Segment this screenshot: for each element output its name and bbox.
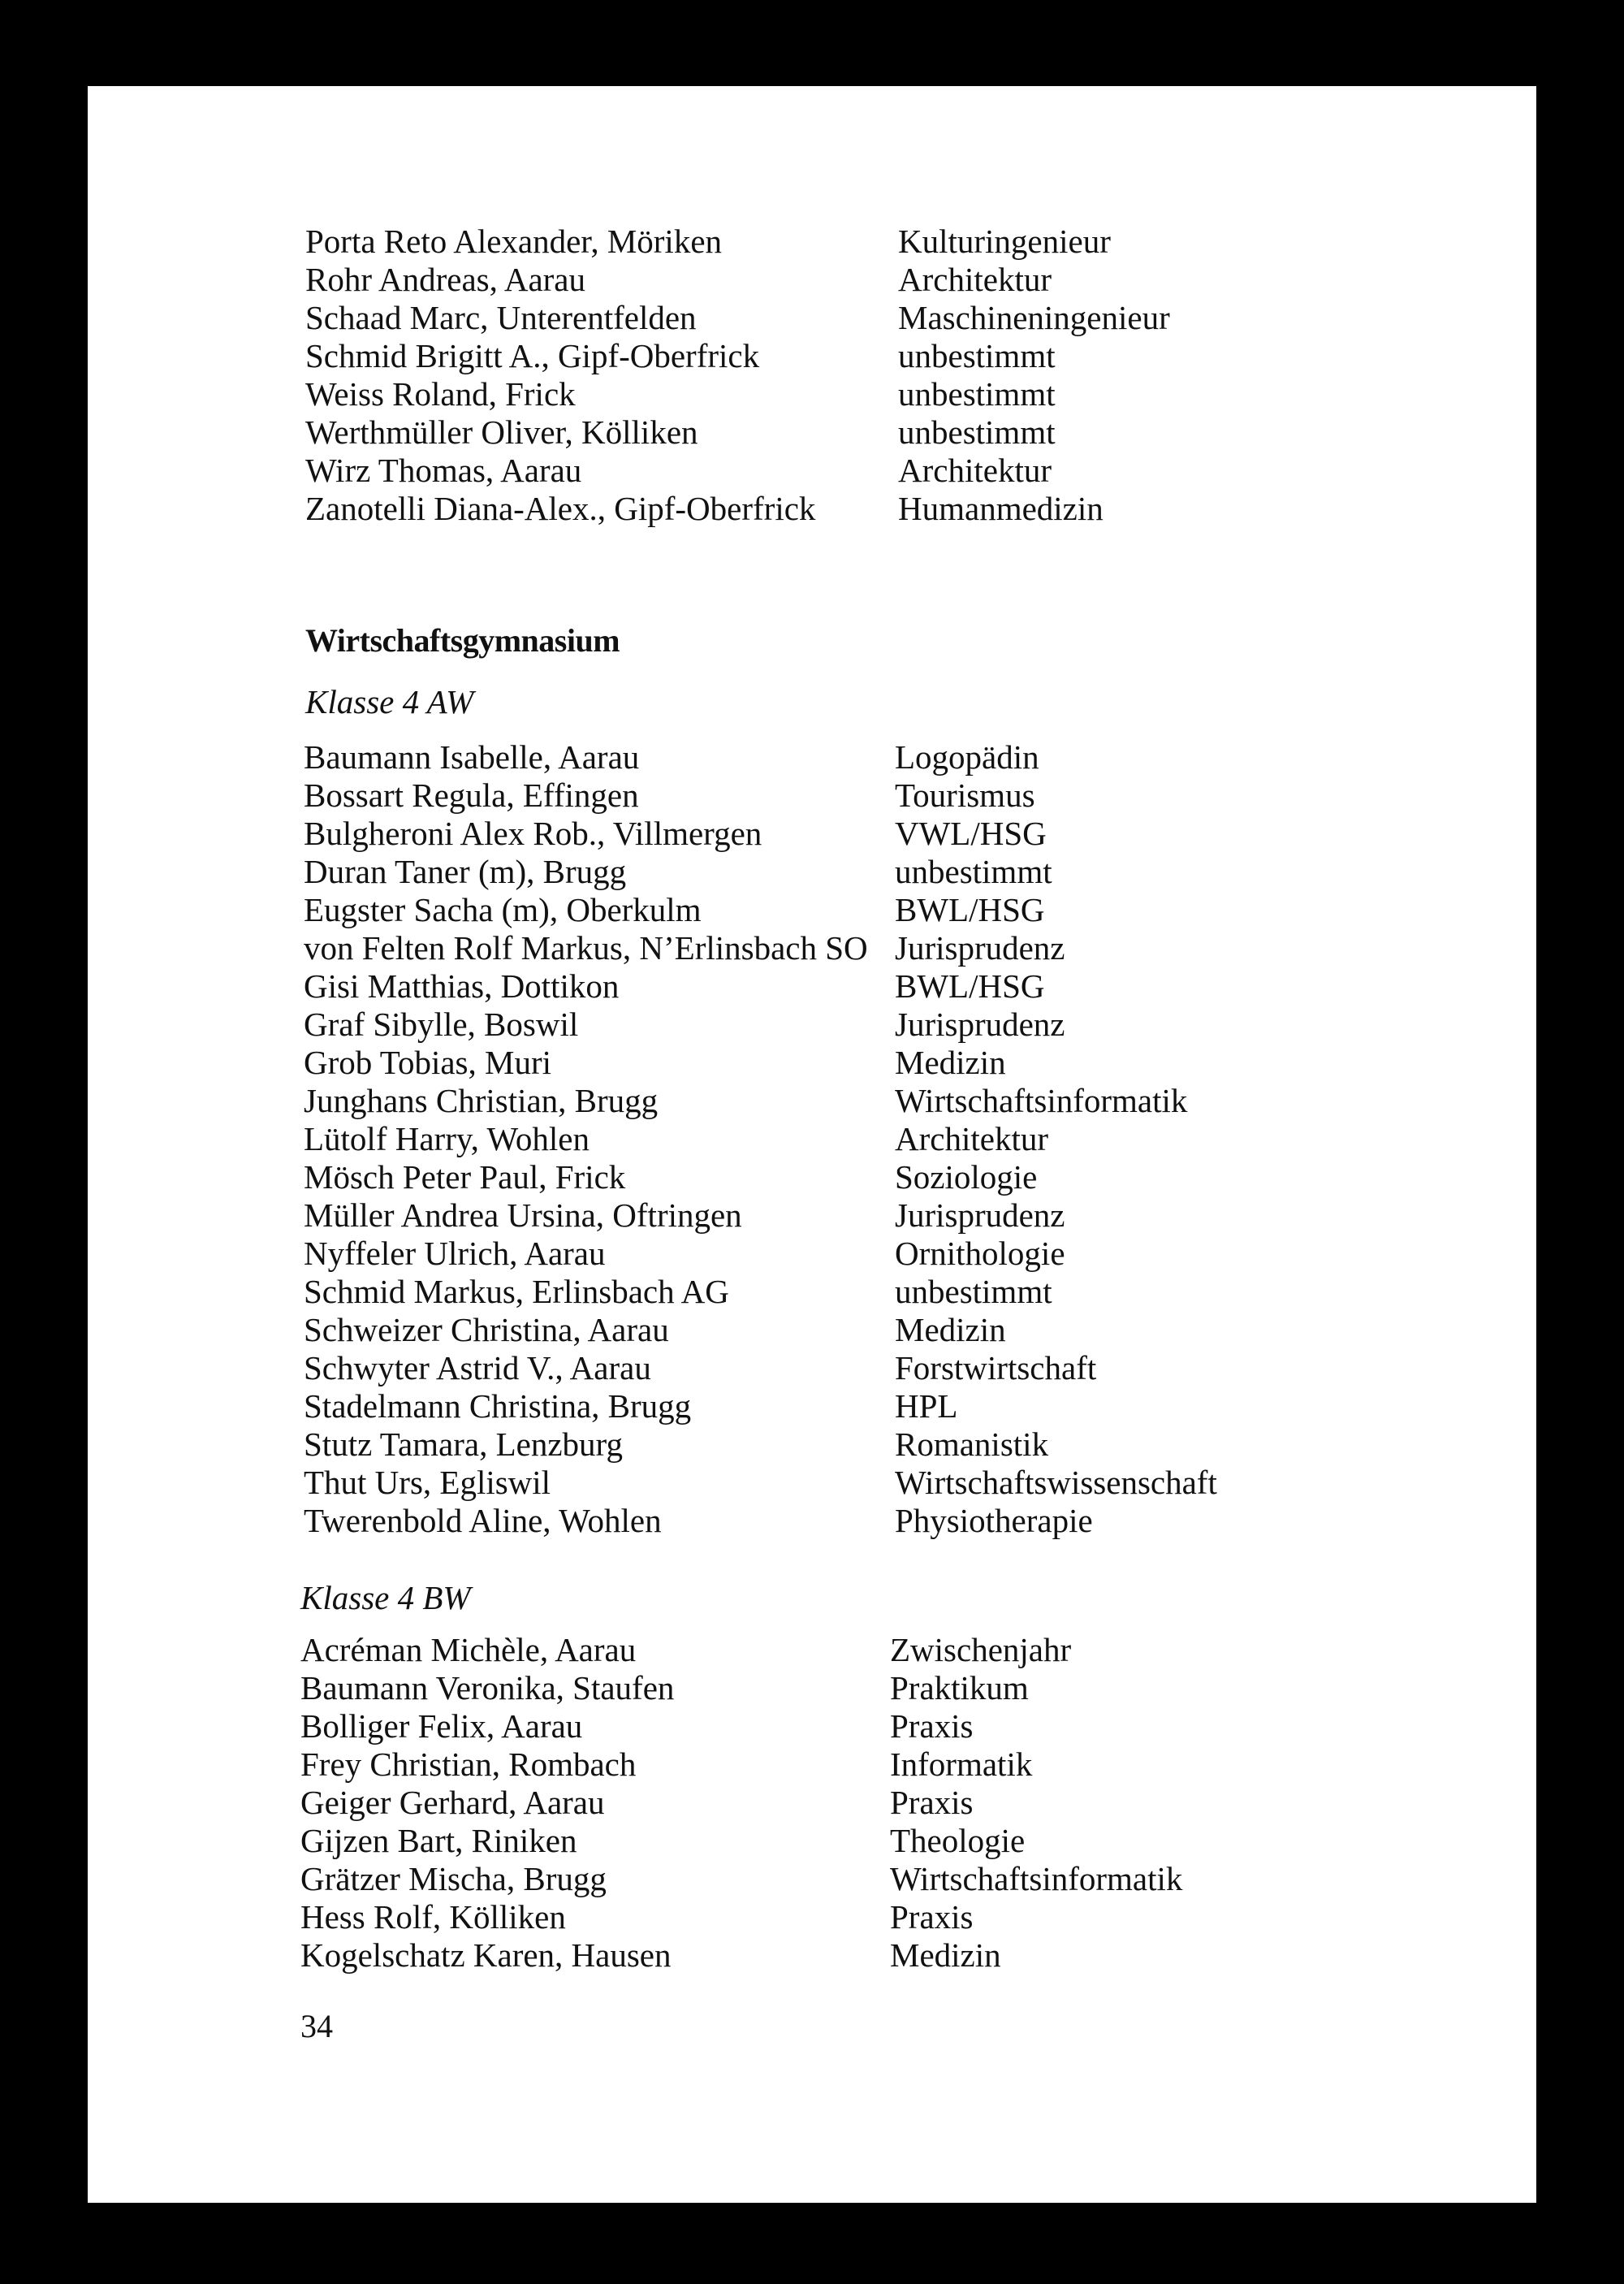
student-row	[304, 1196, 1536, 1235]
study-field: Wirtschaftsinformatik	[890, 1860, 1183, 1897]
student-row	[304, 1006, 1536, 1044]
student-row	[300, 1707, 1536, 1745]
student-list-continued	[305, 223, 1536, 528]
study-field: Wirtschaftswissenschaft	[895, 1464, 1217, 1501]
study-field: Jurisprudenz	[895, 929, 1065, 967]
student-name: Graf Sibylle, Boswil	[304, 1006, 579, 1043]
student-row	[304, 1425, 1536, 1464]
student-row	[300, 1936, 1536, 1975]
student-row	[304, 1044, 1536, 1082]
student-row	[304, 1120, 1536, 1158]
student-row	[304, 815, 1536, 853]
study-field: Praktikum	[890, 1669, 1029, 1707]
student-name: Schmid Markus, Erlinsbach AG	[304, 1273, 729, 1310]
study-field: Logopädin	[895, 738, 1039, 776]
student-row	[305, 452, 1536, 490]
student-row	[304, 1273, 1536, 1311]
study-field: Architektur	[898, 452, 1052, 489]
study-field: unbestimmt	[898, 413, 1056, 451]
student-row	[304, 1464, 1536, 1502]
student-name: Schwyter Astrid V., Aarau	[304, 1349, 651, 1386]
study-field: Ornithologie	[895, 1235, 1065, 1272]
student-row	[304, 1158, 1536, 1196]
study-field: Kulturingenieur	[898, 223, 1111, 260]
student-name: Schweizer Christina, Aarau	[304, 1311, 669, 1348]
study-field: Praxis	[890, 1707, 974, 1745]
student-row	[304, 1235, 1536, 1273]
student-name: Bolliger Felix, Aarau	[300, 1707, 583, 1745]
student-name: Zanotelli Diana-Alex., Gipf-Oberfrick	[305, 490, 816, 527]
student-row	[304, 776, 1536, 815]
student-row	[304, 929, 1536, 967]
study-field: BWL/HSG	[895, 967, 1045, 1005]
student-name: Grätzer Mischa, Brugg	[300, 1860, 607, 1897]
section-heading: Wirtschaftsgymnasium	[305, 622, 620, 659]
student-name: Nyffeler Ulrich, Aarau	[304, 1235, 606, 1272]
class-label-4aw: Klasse 4 AW	[305, 683, 474, 720]
student-row	[304, 853, 1536, 891]
student-row	[305, 375, 1536, 413]
student-row	[305, 413, 1536, 452]
student-name: von Felten Rolf Markus, N’Erlinsbach SO	[304, 929, 868, 967]
student-row	[305, 337, 1536, 375]
class-4bw-list	[300, 1631, 1536, 1975]
student-name: Werthmüller Oliver, Kölliken	[305, 413, 698, 451]
study-field: Tourismus	[895, 776, 1035, 814]
study-field: Praxis	[890, 1784, 974, 1821]
class-label-4bw: Klasse 4 BW	[300, 1579, 471, 1616]
student-row	[305, 299, 1536, 337]
student-row	[304, 1311, 1536, 1349]
student-name: Baumann Isabelle, Aarau	[304, 738, 640, 776]
student-name: Schaad Marc, Unterentfelden	[305, 299, 697, 336]
study-field: Soziologie	[895, 1158, 1038, 1196]
document-page	[88, 86, 1536, 2203]
study-field: Jurisprudenz	[895, 1006, 1065, 1043]
study-field: Maschineningenieur	[898, 299, 1170, 336]
student-name: Junghans Christian, Brugg	[304, 1082, 659, 1119]
student-row	[304, 967, 1536, 1006]
student-row	[304, 738, 1536, 776]
student-name: Baumann Veronika, Staufen	[300, 1669, 675, 1707]
student-name: Porta Reto Alexander, Möriken	[305, 223, 723, 260]
student-name: Twerenbold Aline, Wohlen	[304, 1502, 662, 1539]
student-name: Duran Taner (m), Brugg	[304, 853, 627, 890]
student-name: Hess Rolf, Kölliken	[300, 1898, 566, 1936]
student-name: Geiger Gerhard, Aarau	[300, 1784, 605, 1821]
study-field: Forstwirtschaft	[895, 1349, 1097, 1386]
student-row	[300, 1822, 1536, 1860]
student-name: Mösch Peter Paul, Frick	[304, 1158, 626, 1196]
student-row	[300, 1631, 1536, 1669]
student-row	[304, 1387, 1536, 1425]
student-row	[305, 261, 1536, 299]
student-name: Schmid Brigitt A., Gipf-Oberfrick	[305, 337, 760, 374]
study-field: Humanmedizin	[898, 490, 1104, 527]
student-name: Thut Urs, Egliswil	[304, 1464, 551, 1501]
study-field: HPL	[895, 1387, 958, 1425]
study-field: unbestimmt	[895, 1273, 1052, 1310]
student-name: Frey Christian, Rombach	[300, 1745, 637, 1783]
student-name: Gisi Matthias, Dottikon	[304, 967, 620, 1005]
student-name: Eugster Sacha (m), Oberkulm	[304, 891, 702, 928]
study-field: Zwischenjahr	[890, 1631, 1072, 1668]
study-field: BWL/HSG	[895, 891, 1045, 928]
class-4aw-list	[304, 738, 1536, 1540]
student-name: Kogelschatz Karen, Hausen	[300, 1936, 672, 1974]
student-row	[305, 223, 1536, 261]
student-row	[304, 1349, 1536, 1387]
student-name: Lütolf Harry, Wohlen	[304, 1120, 590, 1157]
study-field: Jurisprudenz	[895, 1196, 1065, 1234]
student-name: Gijzen Bart, Riniken	[300, 1822, 577, 1859]
study-field: unbestimmt	[898, 337, 1056, 374]
student-name: Grob Tobias, Muri	[304, 1044, 551, 1081]
student-name: Bulgheroni Alex Rob., Villmergen	[304, 815, 762, 852]
study-field: Architektur	[895, 1120, 1048, 1157]
student-row	[304, 1082, 1536, 1120]
study-field: Praxis	[890, 1898, 974, 1936]
study-field: Informatik	[890, 1745, 1033, 1783]
student-name: Acréman Michèle, Aarau	[300, 1631, 637, 1668]
study-field: Wirtschaftsinformatik	[895, 1082, 1188, 1119]
study-field: VWL/HSG	[895, 815, 1047, 852]
student-row	[304, 891, 1536, 929]
study-field: Physiotherapie	[895, 1502, 1093, 1539]
study-field: Medizin	[890, 1936, 1001, 1974]
student-name: Bossart Regula, Effingen	[304, 776, 639, 814]
study-field: Medizin	[895, 1311, 1006, 1348]
student-name: Müller Andrea Ursina, Oftringen	[304, 1196, 742, 1234]
study-field: Romanistik	[895, 1425, 1049, 1463]
page-number: 34	[300, 2008, 333, 2044]
study-field: Architektur	[898, 261, 1052, 298]
student-row	[300, 1745, 1536, 1784]
student-row	[300, 1860, 1536, 1898]
study-field: unbestimmt	[898, 375, 1056, 413]
study-field: unbestimmt	[895, 853, 1052, 890]
student-row	[300, 1784, 1536, 1822]
student-name: Wirz Thomas, Aarau	[305, 452, 582, 489]
study-field: Medizin	[895, 1044, 1006, 1081]
study-field: Theologie	[890, 1822, 1026, 1859]
student-row	[300, 1898, 1536, 1936]
student-row	[304, 1502, 1536, 1540]
student-row	[300, 1669, 1536, 1707]
student-name: Stutz Tamara, Lenzburg	[304, 1425, 623, 1463]
student-name: Weiss Roland, Frick	[305, 375, 576, 413]
student-name: Rohr Andreas, Aarau	[305, 261, 585, 298]
student-name: Stadelmann Christina, Brugg	[304, 1387, 692, 1425]
student-row	[305, 490, 1536, 528]
